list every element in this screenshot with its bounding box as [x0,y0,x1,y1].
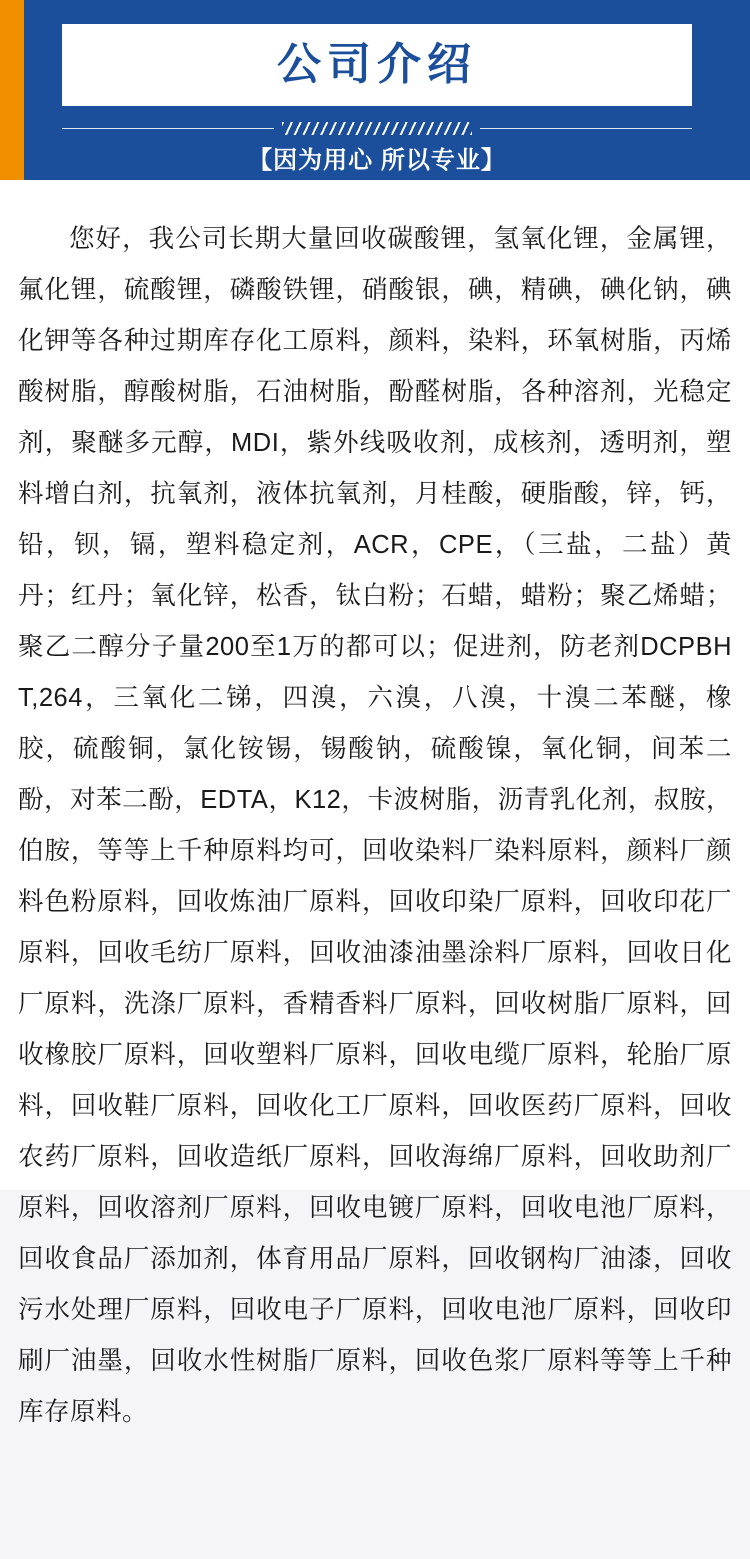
title-box [62,24,692,106]
header-accent-bar [0,0,24,180]
divider-line-left [62,128,274,129]
content-section [0,180,750,1559]
company-intro-paragraph: 您好，我公司长期大量回收碳酸锂，氢氧化锂，金属锂，氟化锂，硫酸锂，磷酸铁锂，硝酸银，碘，精碘，碘化钠，碘化钾等各种过期库存化工原料，颜料，染料，环氧树脂，丙烯酸树脂，醇酸树脂，石油树脂，酚醛树脂，各种溶剂，光稳定剂，聚醚多元醇，MDI，紫外线吸收剂，成核剂，透明剂，塑料增白剂，抗氧剂，液体抗氧剂，月桂酸，硬脂酸，锌，钙，铅，钡，镉，塑料稳定剂，ACR，CPE，（三盐，二盐）黄丹；红丹；氧化锌，松香，钛白粉；石蜡，蜡粉；聚乙烯蜡；聚乙二醇分子量200至1万的都可以；促进剂，防老剂DCPBHT,264，三氧化二锑，四溴，六溴，八溴，十溴二苯醚，橡胶，硫酸铜，氯化铵锡，锡酸钠，硫酸镍，氧化铜，间苯二酚，对苯二酚，EDTA，K12，卡波树脂，沥青乳化剂，叔胺，伯胺，等等上千种原料均可，回收染料厂染料原料，颜料厂颜料色粉原料，回收炼油厂原料，回收印染厂原料，回收印花厂原料，回收毛纺厂原料，回收油漆油墨涂料厂原料，回收日化厂原料，洗涤厂原料，香精香料厂原料，回收树脂厂原料，回收橡胶厂原料，回收塑料厂原料，回收电缆厂原料，轮胎厂原料，回收鞋厂原料，回收化工厂原料，回收医药厂原料，回收农药厂原料，回收造纸厂原料，回收海绵厂原料，回收助剂厂原料，回收溶剂厂原料，回收电镀厂原料，回收电池厂原料，回收食品厂添加剂，体育用品厂原料，回收钢构厂油漆，回收污水处理厂原料，回收电子厂原料，回收电池厂原料，回收印刷厂油墨，回收水性树脂厂原料，回收色浆厂原料等等上千种库存原料。 [18,225,732,1426]
page-title: 公司介绍 [277,40,477,89]
divider-hatch-icon [282,122,472,135]
page-header [0,0,750,180]
header-divider [62,118,692,138]
divider-line-right [480,128,692,129]
page-subtitle: 【因为用心 所以专业】 [248,147,506,174]
